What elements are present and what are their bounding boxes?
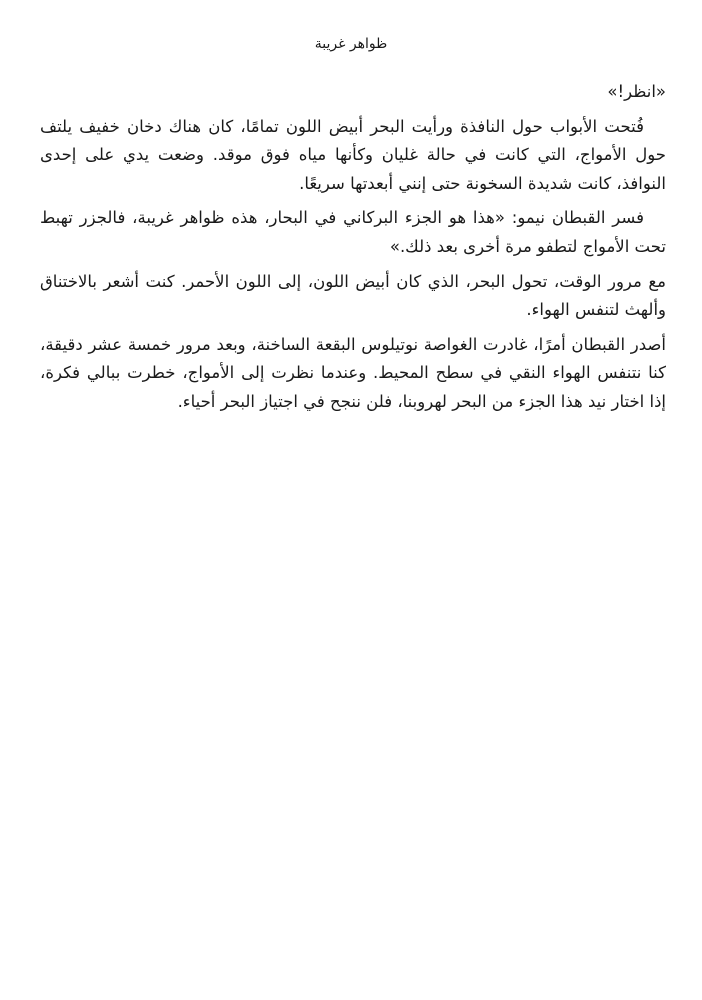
chapter-body [40, 78, 666, 423]
paragraph-sea-turns-red: مع مرور الوقت، تحول البحر، الذي كان أبيض اللون، إلى اللون الأحمر. كنت أشعر بالاختناق وألهث لتنفس الهواء. [40, 271, 666, 320]
running-header: ظواهر غريبة [314, 36, 388, 52]
paragraph-escape-thought: أصدر القبطان أمرًا، غادرت الغواصة نوتيلوس البقعة الساخنة، وبعد مرور خمسة عشر دقيقة، كنا نتنفس الهواء النقي في سطح المحيط. وعندما نظرت إلى الأمواج، خطرت ببالي فكرة، إذا اختار نيد هذا الجزء من البحر لهروبنا، فلن ننجح في اجتياز البحر أحياء. [40, 334, 666, 411]
paragraph-exclamation: «انظر!» [607, 82, 666, 101]
paragraph-windows: فُتحت الأبواب حول النافذة ورأيت البحر أبيض اللون تمامًا، كان هناك دخان خفيف يلتف حول الأمواج، التي كانت في حالة غليان وكأنها مياه فوق موقد. وضعت يدي على إحدى النوافذ، كانت شديدة السخونة حتى إنني أبعدتها سريعًا. [40, 116, 666, 193]
paragraph-captain-explains: فسر القبطان نيمو: «هذا هو الجزء البركاني في البحار، هذه ظواهر غريبة، فالجزر تهبط تحت الأمواج لتطفو مرة أخرى بعد ذلك.» [40, 208, 666, 256]
